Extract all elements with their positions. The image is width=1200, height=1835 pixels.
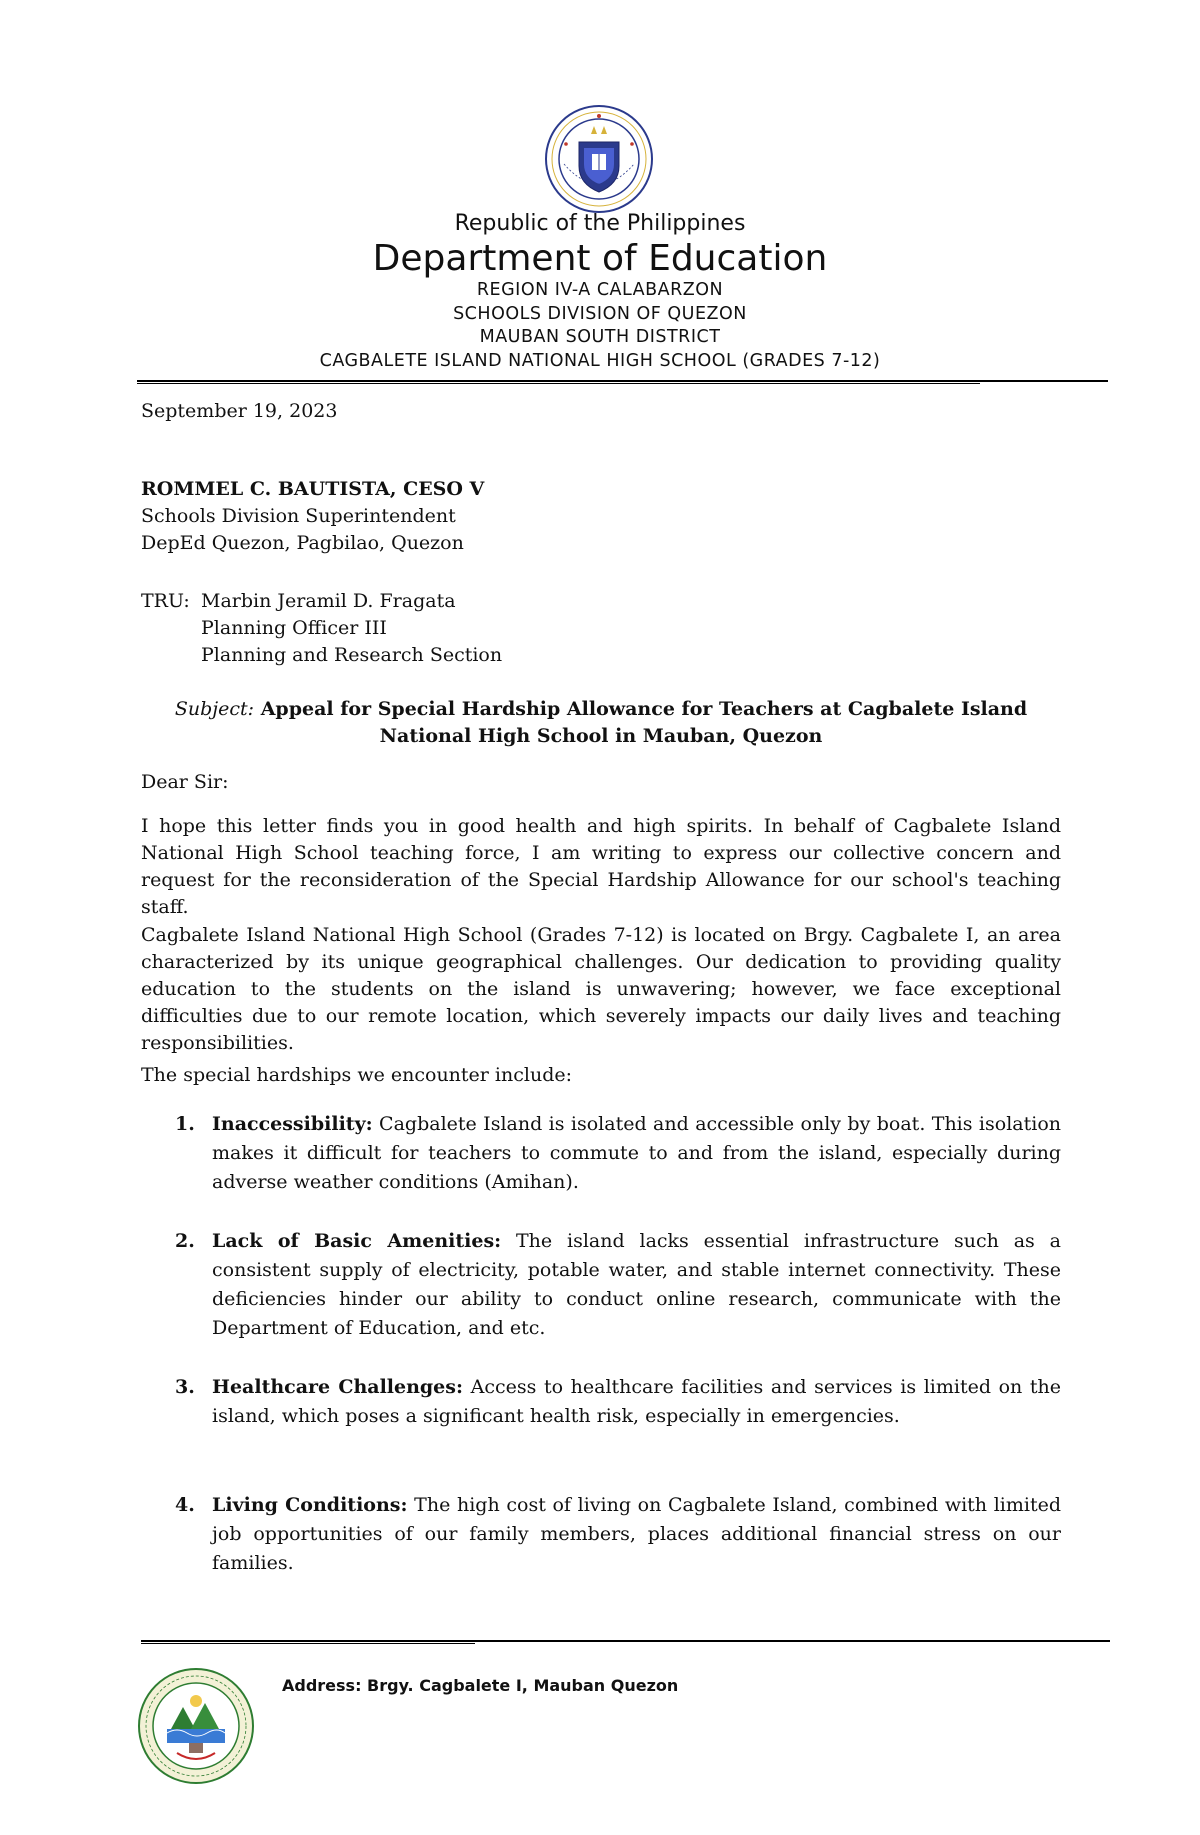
tru-section: Planning and Research Section [201, 644, 503, 666]
recipient-title: Schools Division Superintendent [141, 505, 456, 527]
list-item [175, 1110, 1061, 1197]
list-item [175, 1491, 1061, 1578]
list-item-number: 4. [175, 1494, 195, 1516]
tru-block [141, 588, 1061, 669]
list-item-title: Living Conditions: [212, 1494, 408, 1516]
list-item-text: Access to healthcare facilities and services is limited on the island, which poses a significant health risk, especially in emergencies. [212, 1376, 1062, 1427]
school-heading: CAGBALETE ISLAND NATIONAL HIGH SCHOOL (GRADES 7-12) [319, 351, 881, 371]
footer-divider-thin [141, 1643, 475, 1644]
department-heading: Department of Education [372, 238, 828, 279]
subject-line [141, 696, 1061, 750]
footer-divider [141, 1640, 1110, 1642]
list-item-title: Inaccessibility: [212, 1113, 373, 1135]
list-item-title: Lack of Basic Amenities: [212, 1230, 502, 1252]
paragraph-location: Cagbalete Island National High School (Grades 7-12) is located on Brgy. Cagbalete I, an area characterized by its unique geographical challenges. Our dedication to providing quality education to the students on the island is unwavering; however, we face exceptional difficulties due to our remote location, which severely impacts our daily lives and teaching responsibilities. [141, 924, 1061, 1054]
subject-label: Subject: [174, 698, 255, 720]
school-seal-logo [137, 1667, 255, 1785]
recipient-name: ROMMEL C. BAUTISTA, CESO V [141, 478, 485, 500]
header-divider [137, 380, 1108, 382]
list-item-number: 1. [175, 1113, 195, 1135]
tru-label: TRU: [141, 590, 190, 612]
recipient-office: DepEd Quezon, Pagbilao, Quezon [141, 532, 464, 554]
list-item-text: The island lacks essential infrastructure such as a consistent supply of electricity, potable water, and stable internet connectivity. These deficiencies hinder our ability to conduct online research, communicate with the Department of Education, and etc. [212, 1230, 1061, 1339]
list-item-text: The high cost of living on Cagbalete Island, combined with limited job opportunities of our family members, places additional financial stress on our families. [212, 1494, 1061, 1574]
paragraph-intro: I hope this letter finds you in good health and high spirits. In behalf of Cagbalete Island National High School teaching force, I am writing to express our collective concern and request for the reconsideration of the Special Hardship Allowance for our school's teaching staff. [141, 815, 1061, 918]
footer-address: Address: Brgy. Cagbalete I, Mauban Quezon [282, 1676, 679, 1695]
republic-heading: Republic of the Philippines [454, 211, 746, 236]
header-divider-thin [137, 383, 980, 384]
district-heading: MAUBAN SOUTH DISTRICT [479, 327, 721, 347]
tru-position: Planning Officer III [201, 617, 387, 639]
subject-text: Appeal for Special Hardship Allowance for Teachers at Cagbalete Island National High School in Mauban, Quezon [260, 698, 1028, 747]
tru-name: Marbin Jeramil D. Fragata [201, 590, 456, 612]
list-item-text: Cagbalete Island is isolated and accessible only by boat. This isolation makes it difficult for teachers to commute to and from the island, especially during adverse weather conditions (Amihan). [212, 1113, 1061, 1193]
list-item-title: Healthcare Challenges: [212, 1376, 463, 1398]
deped-seal-logo [544, 104, 654, 214]
recipient-block [141, 476, 1061, 557]
division-heading: SCHOOLS DIVISION OF QUEZON [453, 304, 747, 324]
paragraph-hardships-intro: The special hardships we encounter include: [141, 1064, 572, 1086]
list-item-number: 2. [175, 1230, 195, 1252]
region-heading: REGION IV-A CALABARZON [476, 280, 724, 300]
letter-date: September 19, 2023 [141, 400, 338, 422]
list-item [175, 1227, 1061, 1343]
list-item [175, 1373, 1061, 1431]
list-item-number: 3. [175, 1376, 195, 1398]
salutation: Dear Sir: [141, 771, 229, 793]
